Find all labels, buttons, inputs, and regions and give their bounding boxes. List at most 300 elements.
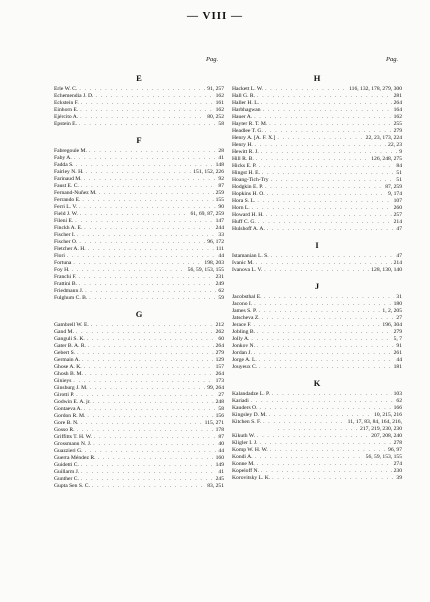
index-entry [54, 455, 224, 462]
author-name: Fernand-Nuñez M. [54, 190, 97, 196]
index-entry [232, 440, 402, 447]
author-name: Griffitts T. H. W. [54, 434, 92, 440]
author-name: Fischer O. [54, 239, 78, 245]
pag-label-left: Pag. [206, 56, 219, 63]
dot-leader [264, 294, 395, 301]
index-entry [232, 412, 402, 419]
dot-leader [79, 281, 214, 288]
page-refs: 180 [393, 301, 402, 307]
author-name: Gunther C. [54, 476, 79, 482]
index-entry [232, 329, 402, 336]
dot-leader [261, 149, 397, 156]
author-name: Fulghum C. B. [54, 295, 88, 301]
page-refs: 279 [393, 128, 402, 134]
page-refs: 198, 203 [204, 260, 224, 266]
page-refs: 162 [215, 107, 224, 113]
index-entry [54, 246, 224, 253]
page-refs: 261 [393, 350, 402, 356]
author-name: Epstein E. [54, 121, 77, 127]
page-refs: 244 [215, 225, 224, 231]
page-refs: 96, 97 [388, 447, 402, 453]
section-letter: K [313, 378, 321, 388]
page-refs: 279 [393, 329, 402, 335]
page-refs: 40 [218, 441, 224, 447]
author-name: Kopeloff N. [232, 468, 259, 474]
dot-leader [84, 225, 213, 232]
page-refs: 181 [393, 364, 402, 370]
page-refs: 103 [393, 391, 402, 397]
page-refs: 47 [396, 226, 402, 232]
page-refs: 51 [396, 170, 402, 176]
author-name: Haller H. L. [232, 100, 260, 106]
index-entry [232, 426, 402, 433]
page-refs: 44 [218, 253, 224, 259]
author-name: Finckh A. E. [54, 225, 83, 231]
index-entry [54, 232, 224, 239]
author-name: Gater B. A. R. [54, 343, 87, 349]
dot-leader [81, 462, 214, 469]
index-entry [54, 329, 224, 336]
dot-leader [82, 197, 213, 204]
index-entry [232, 93, 402, 100]
dot-leader [266, 212, 392, 219]
dot-leader [95, 93, 213, 100]
author-name: Faust E. C. [54, 183, 79, 189]
index-entry [54, 260, 224, 267]
dot-leader [255, 454, 364, 461]
page-refs: 62 [396, 398, 402, 404]
index-entry [54, 183, 224, 190]
author-name: Flori [54, 253, 65, 259]
index-entry [232, 315, 402, 322]
index-entry [54, 385, 224, 392]
index-entry [232, 267, 402, 274]
page-number: — VIII — [186, 10, 244, 22]
index-entry [232, 294, 402, 301]
author-name: Howard H. H. [232, 212, 264, 218]
page-refs: 87 [218, 434, 224, 440]
page-refs: 245 [215, 476, 224, 482]
dot-leader [254, 301, 391, 308]
author-name: Kligler I. J. [232, 440, 258, 446]
dot-leader [93, 441, 216, 448]
index-entry [232, 114, 402, 121]
dot-leader [259, 357, 395, 364]
author-name: Fadda S. [54, 162, 74, 168]
author-name: Ivanova L. V. [232, 267, 263, 273]
dot-leader [253, 322, 380, 329]
page-refs: 115, 271 [204, 420, 224, 426]
dot-leader [272, 475, 394, 482]
dot-leader [82, 357, 214, 364]
page-refs: 264 [215, 343, 224, 349]
dot-leader [97, 455, 213, 462]
page-refs: 107 [393, 198, 402, 204]
author-name: Fletcher A. H. [54, 246, 86, 252]
page-refs: 147 [215, 218, 224, 224]
page-refs: 84 [396, 163, 402, 169]
page-refs: 126, 248, 275 [371, 156, 402, 162]
index-entry [54, 267, 224, 274]
index-entry [54, 197, 224, 204]
author-name: Fairley N. H. [54, 169, 84, 175]
dot-leader [80, 107, 213, 114]
dot-leader [271, 253, 395, 260]
dot-leader [263, 419, 346, 426]
author-name: Gambrell W. E. [54, 322, 89, 328]
dot-leader [257, 329, 392, 336]
author-name: Fortuna [54, 260, 72, 266]
index-entry [232, 86, 402, 93]
section-letter: E [136, 73, 142, 83]
author-name: Eckstein F. [54, 100, 79, 106]
page-refs: 214 [393, 219, 402, 225]
page-refs: 9, 174 [388, 191, 402, 197]
author-name: Hingst H. E. [232, 170, 260, 176]
index-entry [232, 398, 402, 405]
dot-leader [251, 398, 395, 405]
page-refs: 91, 257 [207, 86, 224, 92]
index-entry [54, 211, 224, 218]
page-refs: 61, 69, 87, 259 [190, 211, 224, 217]
dot-leader [81, 420, 203, 427]
author-name: James S. P. [232, 308, 257, 314]
page-refs: 47 [396, 253, 402, 259]
dot-leader [262, 170, 394, 177]
dot-leader [277, 135, 363, 142]
dot-leader [271, 177, 395, 184]
dot-leader [256, 156, 369, 163]
index-entry [54, 371, 224, 378]
author-name: Einhorn E. [54, 107, 79, 113]
author-name: Frattini B. [54, 281, 77, 287]
author-name: Kalandadze L. P. [232, 391, 270, 397]
dot-leader [74, 155, 217, 162]
author-name: Headlee T. G. [232, 128, 263, 134]
dot-leader [269, 412, 372, 419]
page-refs: 262 [215, 329, 224, 335]
index-entry [232, 156, 402, 163]
index-entry [54, 434, 224, 441]
author-name: Jolly A. [232, 336, 250, 342]
page-refs: 28 [218, 148, 224, 154]
author-name: Kauders O. [232, 405, 258, 411]
author-name: Gosso R. [54, 427, 75, 433]
page-refs: 10, 215, 216 [374, 412, 402, 418]
dot-leader [67, 253, 217, 260]
author-name: Hulshoff A. A. [232, 226, 265, 232]
index-entry [232, 226, 402, 233]
page-refs: 51 [396, 177, 402, 183]
page-refs: 255 [393, 121, 402, 127]
page-refs: 260 [393, 205, 402, 211]
page-refs: 96, 172 [207, 239, 224, 245]
index-entry [232, 121, 402, 128]
author-name: Ferrando E. [54, 197, 81, 203]
author-name: Hall G. R. [232, 93, 255, 99]
author-name: Jouyeux C. [232, 364, 258, 370]
dot-leader [85, 288, 216, 295]
index-entry [54, 204, 224, 211]
author-name: Gand M. [54, 329, 74, 335]
index-entry [54, 364, 224, 371]
page-refs: 92 [218, 176, 224, 182]
author-name: Erle W. C. [54, 86, 78, 92]
page-refs: 161 [215, 100, 224, 106]
index-entry [54, 441, 224, 448]
index-entry [54, 392, 224, 399]
dot-leader [259, 163, 395, 170]
author-name: Guidetti C. [54, 462, 79, 468]
page-refs: 259 [215, 190, 224, 196]
dot-leader [267, 226, 395, 233]
index-entry [232, 142, 402, 149]
page-refs: 214 [393, 260, 402, 266]
index-entry [54, 169, 224, 176]
author-name: Hora S. L. [232, 198, 256, 204]
page-refs: 279 [215, 350, 224, 356]
index-entry [54, 427, 224, 434]
dot-leader [94, 434, 216, 441]
dot-leader [75, 218, 213, 225]
pag-label-right: Pag. [386, 56, 399, 63]
dot-leader [269, 121, 391, 128]
dot-leader [257, 343, 394, 350]
index-entry [232, 357, 402, 364]
index-entry [54, 218, 224, 225]
index-entry [54, 148, 224, 155]
index-entry [54, 114, 224, 121]
page-refs: 58 [218, 121, 224, 127]
dot-leader [79, 86, 205, 93]
page-refs: 59 [218, 295, 224, 301]
page-refs: 264 [393, 100, 402, 106]
author-name: Kariadi [232, 398, 249, 404]
author-name: Hayter R. T. M. [232, 121, 268, 127]
author-name: Germain A. [54, 357, 81, 363]
page-refs: 27 [396, 315, 402, 321]
index-entry [232, 260, 402, 267]
page-refs: 278 [393, 440, 402, 446]
author-name: Jatscheva Z. [232, 315, 260, 321]
page-refs: 160 [215, 455, 224, 461]
page-refs: 281 [393, 93, 402, 99]
dot-leader [259, 308, 381, 315]
author-name: Korovitsky L. K. [232, 475, 271, 481]
index-entry [54, 343, 224, 350]
dot-leader [85, 371, 214, 378]
index-entry [232, 107, 402, 114]
author-name: Guazzieri G. [54, 448, 83, 454]
dot-leader [262, 315, 395, 322]
dot-leader [265, 184, 383, 191]
dot-leader [257, 461, 392, 468]
index-entry [54, 336, 224, 343]
dot-leader [261, 468, 392, 475]
page-refs: 230 [393, 468, 402, 474]
index-entry [232, 433, 402, 440]
dot-leader [256, 260, 392, 267]
index-entry [232, 447, 402, 454]
index-entry [54, 295, 224, 302]
index-entry [232, 343, 402, 350]
dot-leader [267, 191, 386, 198]
dot-leader [79, 274, 214, 281]
author-name: Ginsburg J. M. [54, 385, 88, 391]
author-name: Ghosh B. M. [54, 371, 83, 377]
page-refs: 1, 2, 205 [382, 308, 402, 314]
author-name: Jonkov N. [232, 343, 255, 349]
page-refs: 87, 259 [385, 184, 402, 190]
page-refs: 83, 251 [207, 483, 224, 489]
author-name: Friedmann J. [54, 288, 84, 294]
dot-leader [77, 232, 216, 239]
dot-leader [264, 267, 369, 274]
page-refs: 56, 59, 153, 155 [187, 267, 224, 273]
author-name: Istamanian L. S. [232, 253, 269, 259]
page-refs: 91 [396, 343, 402, 349]
dot-leader [84, 364, 214, 371]
dot-leader [88, 246, 214, 253]
page-refs: 178 [215, 427, 224, 433]
page-refs: 44 [396, 357, 402, 363]
index-entry [54, 176, 224, 183]
author-name: Ganguli S. K. [54, 336, 85, 342]
author-name: Gore B. N. [54, 420, 79, 426]
index-entry [54, 469, 224, 476]
author-name: Ivanic M. [232, 260, 254, 266]
dot-leader [77, 427, 214, 434]
page-refs: 58 [218, 406, 224, 412]
index-entry [54, 420, 224, 427]
page-refs: 231 [215, 274, 224, 280]
section-letter: H [313, 73, 321, 83]
author-name: Guillarm J. [54, 469, 80, 475]
page-refs: 90 [218, 204, 224, 210]
page-refs: 11, 17, 83, 84, 164, 216, [347, 419, 402, 425]
dot-leader [259, 440, 391, 447]
dot-leader [272, 391, 392, 398]
index-entry [54, 322, 224, 329]
index-entry [54, 281, 224, 288]
dot-leader [278, 426, 358, 433]
index-entry [54, 357, 224, 364]
index-entry [232, 149, 402, 156]
dot-leader [87, 336, 217, 343]
index-entry [232, 100, 402, 107]
dot-leader [261, 100, 392, 107]
dot-leader [84, 406, 216, 413]
index-entry [54, 399, 224, 406]
index-entry [54, 86, 224, 93]
author-name: Henry A. [A. F. X.] [232, 135, 276, 141]
dot-leader [80, 211, 189, 218]
dot-leader [265, 128, 392, 135]
dot-leader [270, 447, 386, 454]
author-name: Jobling B. [232, 329, 256, 335]
page-refs: 155 [215, 197, 224, 203]
page-refs: 148 [215, 162, 224, 168]
author-name: Jordan J. [232, 350, 252, 356]
index-entry [54, 121, 224, 128]
page-refs: 33 [218, 232, 224, 238]
index-entry [232, 177, 402, 184]
index-entry [232, 308, 402, 315]
author-name: Kitchen S. F. [232, 419, 262, 425]
index-entry [232, 212, 402, 219]
author-name: Hicks E. P. [232, 163, 257, 169]
index-entry [54, 253, 224, 260]
author-name: Hauer A. [232, 114, 253, 120]
dot-leader [81, 476, 214, 483]
page-refs: 62 [218, 288, 224, 294]
author-name: Gontaeva A. [54, 406, 82, 412]
dot-leader [257, 93, 392, 100]
author-name: Fileni E. [54, 218, 74, 224]
dot-leader [89, 148, 216, 155]
author-name: Grossmann N. J. [54, 441, 92, 447]
author-name: Huff C. G. [232, 219, 256, 225]
index-entry [54, 350, 224, 357]
page-refs: 156 [215, 413, 224, 419]
author-name: Ejército A. [54, 114, 79, 120]
index-entry [232, 475, 402, 482]
dot-leader [91, 322, 214, 329]
page-refs: 116, 132, 178, 279, 300 [349, 86, 402, 92]
dot-leader [258, 219, 392, 226]
page-refs: 149 [215, 462, 224, 468]
dot-leader [79, 121, 216, 128]
index-entry [232, 419, 402, 426]
dot-leader [79, 204, 216, 211]
page-refs: 60 [218, 336, 224, 342]
dot-leader [93, 399, 214, 406]
author-name: Franchi F. [54, 274, 77, 280]
dot-leader [76, 329, 214, 336]
author-name: Gordon R. M. [54, 413, 86, 419]
dot-leader [73, 378, 213, 385]
index-entry [54, 448, 224, 455]
index-entry [54, 413, 224, 420]
author-name: Fischer I. [54, 232, 76, 238]
page-refs: 44 [218, 448, 224, 454]
page-refs: 22, 23 [388, 142, 402, 148]
index-entry [232, 135, 402, 142]
author-name: Ginieys [54, 378, 72, 384]
index-entry [54, 93, 224, 100]
dot-leader [85, 448, 217, 455]
author-name: Kikuth W. [232, 433, 255, 439]
index-entry [232, 253, 402, 260]
index-entry [232, 391, 402, 398]
index-entry [54, 483, 224, 490]
index-entry [54, 155, 224, 162]
index-entry [54, 100, 224, 107]
page-refs: 257 [393, 212, 402, 218]
dot-leader [81, 469, 216, 476]
author-name: Farinaud M. [54, 176, 82, 182]
dot-leader [86, 169, 192, 176]
index-entry [232, 461, 402, 468]
section-letter: J [314, 281, 320, 291]
dot-leader [254, 350, 392, 357]
index-entry [232, 468, 402, 475]
page-refs: 31 [396, 294, 402, 300]
index-column-right [232, 66, 402, 482]
page-refs: 80, 252 [207, 114, 224, 120]
index-entry [232, 163, 402, 170]
page-refs: 129 [215, 357, 224, 363]
